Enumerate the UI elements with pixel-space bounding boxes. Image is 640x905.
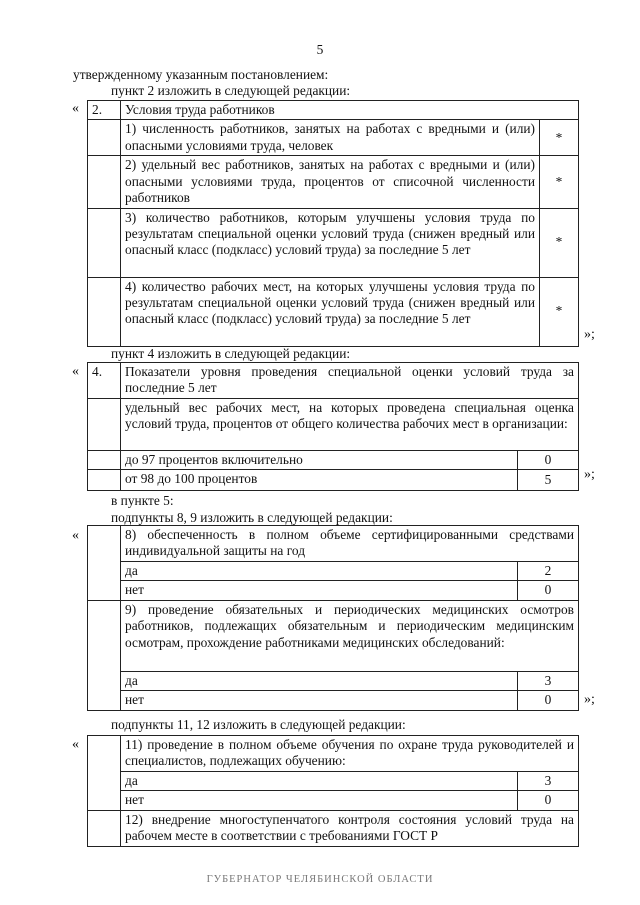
- table-row: 1) численность работников, занятых на работах с вредными и (или) опасными условиями труда, человек: [121, 120, 540, 156]
- table-title: Условия труда работников: [121, 101, 579, 120]
- quote-close-3: »;: [584, 692, 595, 707]
- table-row: нет: [121, 791, 518, 810]
- table-row: да: [121, 562, 518, 581]
- table-title: Показатели уровня проведения специальной оценки условий труда за последние 5 лет: [121, 363, 579, 399]
- table-row: от 98 до 100 процентов: [121, 470, 518, 491]
- table-subpoints-8-9: [87, 525, 579, 711]
- table-subtitle: удельный вес рабочих мест, на которых проведена специальная оценка условий труда, процентов от общего количества рабочих мест в организации:: [121, 399, 579, 451]
- quote-open-2: «: [72, 364, 79, 379]
- point-11-intro: подпункты 11, 12 изложить в следующей редакции:: [111, 717, 406, 732]
- empty-cell: [88, 399, 121, 451]
- table-point-4: [87, 362, 579, 491]
- value-cell: 0: [518, 581, 579, 600]
- table-row: нет: [121, 691, 518, 710]
- value-cell: 0: [518, 691, 579, 710]
- table-row: 2) удельный вес работников, занятых на работах с вредными и (или) опасными условиями труда, процентов от списочной численности работников: [121, 156, 540, 208]
- item-9: 9) проведение обязательных и периодических медицинских осмотров работников, подлежащих обязательным и периодическим медицинским осмотрам, прохождение работниками медицинских обследований:: [121, 600, 579, 671]
- value-cell: 0: [518, 791, 579, 810]
- value-cell: *: [540, 156, 579, 208]
- empty-cell: [88, 120, 121, 156]
- empty-cell: [88, 526, 121, 601]
- empty-cell: [88, 600, 121, 710]
- point-4-intro: пункт 4 изложить в следующей редакции:: [111, 346, 351, 361]
- item-8: 8) обеспеченность в полном объеме сертифицированными средствами индивидуальной защиты на год: [121, 526, 579, 562]
- table-row: да: [121, 772, 518, 791]
- quote-close-2: »;: [584, 467, 595, 482]
- empty-cell: [88, 208, 121, 277]
- value-cell: 0: [518, 451, 579, 470]
- row-number: 4.: [88, 363, 121, 399]
- quote-open-1: «: [72, 101, 79, 116]
- empty-cell: [88, 277, 121, 346]
- footer-watermark: ГУБЕРНАТОР ЧЕЛЯБИНСКОЙ ОБЛАСТИ: [206, 874, 434, 885]
- quote-open-3: «: [72, 528, 79, 543]
- row-number: 2.: [88, 101, 121, 120]
- point-5-sub: подпункты 8, 9 изложить в следующей редакции:: [111, 510, 393, 525]
- page-number: 5: [316, 42, 324, 57]
- empty-cell: [88, 156, 121, 208]
- value-cell: *: [540, 208, 579, 277]
- value-cell: 3: [518, 772, 579, 791]
- value-cell: 3: [518, 671, 579, 690]
- table-subpoints-11-12: [87, 735, 579, 847]
- point-5-intro: в пункте 5:: [111, 493, 174, 508]
- intro-line-1: утвержденному указанным постановлением:: [73, 67, 329, 82]
- table-row: до 97 процентов включительно: [121, 451, 518, 470]
- quote-open-4: «: [72, 737, 79, 752]
- empty-cell: [88, 736, 121, 811]
- table-row: 3) количество работников, которым улучшены условия труда по результатам специальной оценки условий труда (снижен вредный или опасный класс (подкласс) условий труда) за последние 5 лет: [121, 208, 540, 277]
- value-cell: 5: [518, 470, 579, 491]
- table-point-2: [87, 100, 579, 347]
- empty-cell: [88, 810, 121, 846]
- quote-close-1: »;: [584, 327, 595, 342]
- empty-cell: [88, 451, 121, 470]
- empty-cell: [88, 470, 121, 491]
- table-row: 4) количество рабочих мест, на которых улучшены условия труда по результатам специальной оценки условий труда (снижен вредный или опасный класс (подкласс) условий труда) за последние 5 лет: [121, 277, 540, 346]
- table-row: да: [121, 671, 518, 690]
- item-11: 11) проведение в полном объеме обучения по охране труда руководителей и специалистов, подлежащих обучению:: [121, 736, 579, 772]
- intro-line-2: пункт 2 изложить в следующей редакции:: [111, 83, 351, 98]
- value-cell: *: [540, 120, 579, 156]
- value-cell: 2: [518, 562, 579, 581]
- item-12: 12) внедрение многоступенчатого контроля состояния условий труда на рабочем месте в соответствии с требованиями ГОСТ Р: [121, 810, 579, 846]
- value-cell: *: [540, 277, 579, 346]
- table-row: нет: [121, 581, 518, 600]
